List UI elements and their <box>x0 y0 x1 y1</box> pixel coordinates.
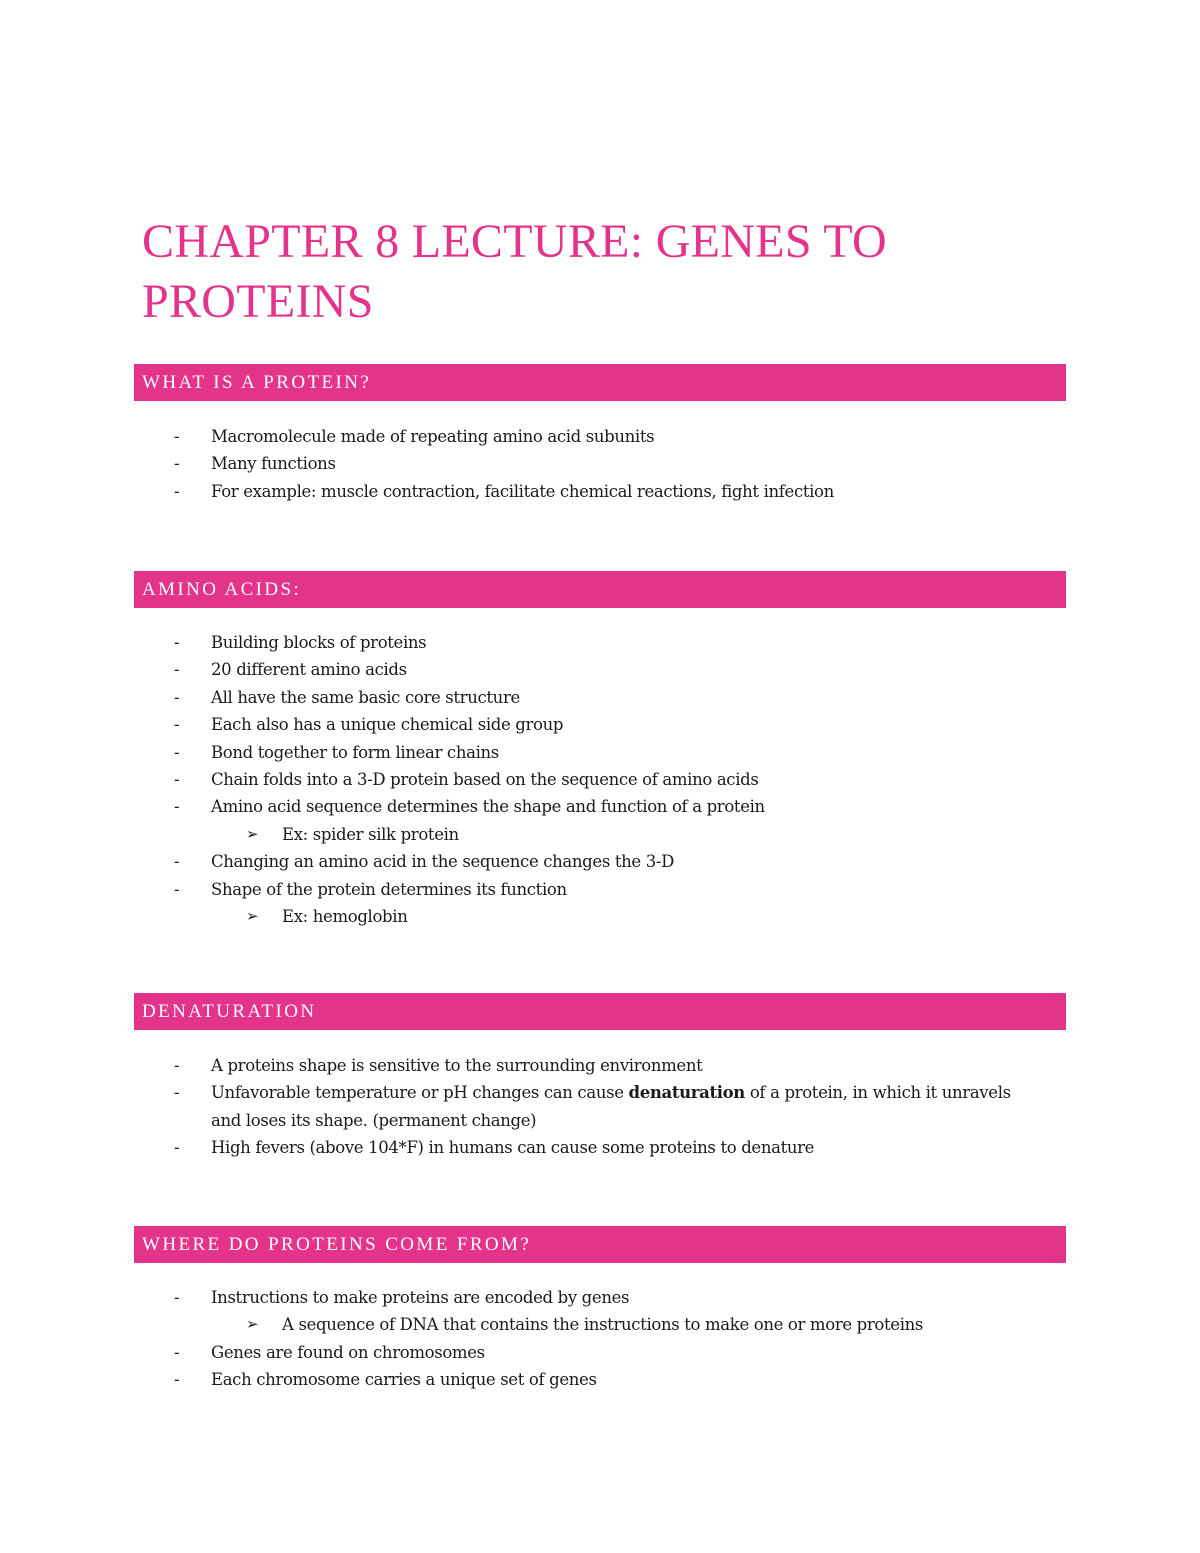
dash-bullet: - <box>174 852 180 872</box>
sub-list-item: ➢ A sequence of DNA that contains the instructions to make one or more proteins <box>0 1311 1200 1338</box>
dash-bullet: - <box>174 715 180 735</box>
list-item: - A proteins shape is sensitive to the surrounding environment <box>0 1052 1200 1079</box>
dash-bullet: - <box>174 1370 180 1390</box>
list-item: - Building blocks of proteins <box>0 629 1200 656</box>
list-item: - Shape of the protein determines its function <box>0 876 1200 903</box>
dash-bullet: - <box>174 687 180 707</box>
list-item: - Genes are found on chromosomes <box>0 1339 1200 1366</box>
dash-bullet: - <box>174 427 180 446</box>
list-item: - 20 different amino acids <box>0 656 1200 683</box>
section-header-amino-acids: AMINO ACIDS: <box>134 571 1066 608</box>
dash-bullet: - <box>174 660 180 680</box>
bold-term: denaturation <box>628 1083 745 1103</box>
dash-bullet: - <box>174 1056 180 1075</box>
list-item: - Instructions to make proteins are encoded by genes <box>0 1284 1200 1311</box>
dash-bullet: - <box>174 481 180 501</box>
list-item: - Bond together to form linear chains <box>0 739 1200 766</box>
list-item: - Many functions <box>0 450 1200 477</box>
arrowhead-icon: ➢ <box>246 824 259 843</box>
section-header-where-do-proteins-come-from: WHERE DO PROTEINS COME FROM? <box>134 1226 1066 1263</box>
arrowhead-icon: ➢ <box>246 1315 259 1334</box>
dash-bullet: - <box>174 770 180 790</box>
dash-bullet: - <box>174 1342 180 1362</box>
sub-list-item: ➢ Ex: hemoglobin <box>0 903 1200 930</box>
list-item: - Changing an amino acid in the sequence changes the 3-D <box>0 848 1200 875</box>
dash-bullet: - <box>174 742 180 762</box>
list-item: - For example: muscle contraction, facilitate chemical reactions, fight infection <box>0 478 1200 505</box>
list-item: - Chain folds into a 3-D protein based on the sequence of amino acids <box>0 766 1200 793</box>
list-item: - All have the same basic core structure <box>0 684 1200 711</box>
sub-list-item: ➢ Ex: spider silk protein <box>0 821 1200 848</box>
list-item: - Unfavorable temperature or pH changes can cause denaturation of a protein, in which it unravels and loses its shape. (permanent change) <box>0 1079 1200 1134</box>
dash-bullet: - <box>174 454 180 474</box>
dash-bullet: - <box>174 879 180 899</box>
arrowhead-icon: ➢ <box>246 907 259 926</box>
list-item: - Amino acid sequence determines the shape and function of a protein <box>0 793 1200 820</box>
dash-bullet: - <box>174 1083 180 1103</box>
dash-bullet: - <box>174 633 180 652</box>
list-item: - Macromolecule made of repeating amino acid subunits <box>0 423 1200 450</box>
bullet-list <box>0 1052 1200 1162</box>
page-title: CHAPTER 8 LECTURE: GENES TO PROTEINS <box>142 215 888 328</box>
list-item: - Each also has a unique chemical side group <box>0 711 1200 738</box>
section-header-what-is-a-protein: WHAT IS A PROTEIN? <box>134 364 1066 401</box>
dash-bullet: - <box>174 797 180 817</box>
bullet-list <box>0 1284 1200 1394</box>
dash-bullet: - <box>174 1288 180 1307</box>
bullet-list <box>0 629 1200 930</box>
section-header-denaturation: DENATURATION <box>134 993 1066 1030</box>
dash-bullet: - <box>174 1138 180 1158</box>
list-item: - High fevers (above 104*F) in humans can cause some proteins to denature <box>0 1134 1200 1161</box>
list-item: - Each chromosome carries a unique set of genes <box>0 1366 1200 1393</box>
bullet-list <box>0 423 1200 505</box>
